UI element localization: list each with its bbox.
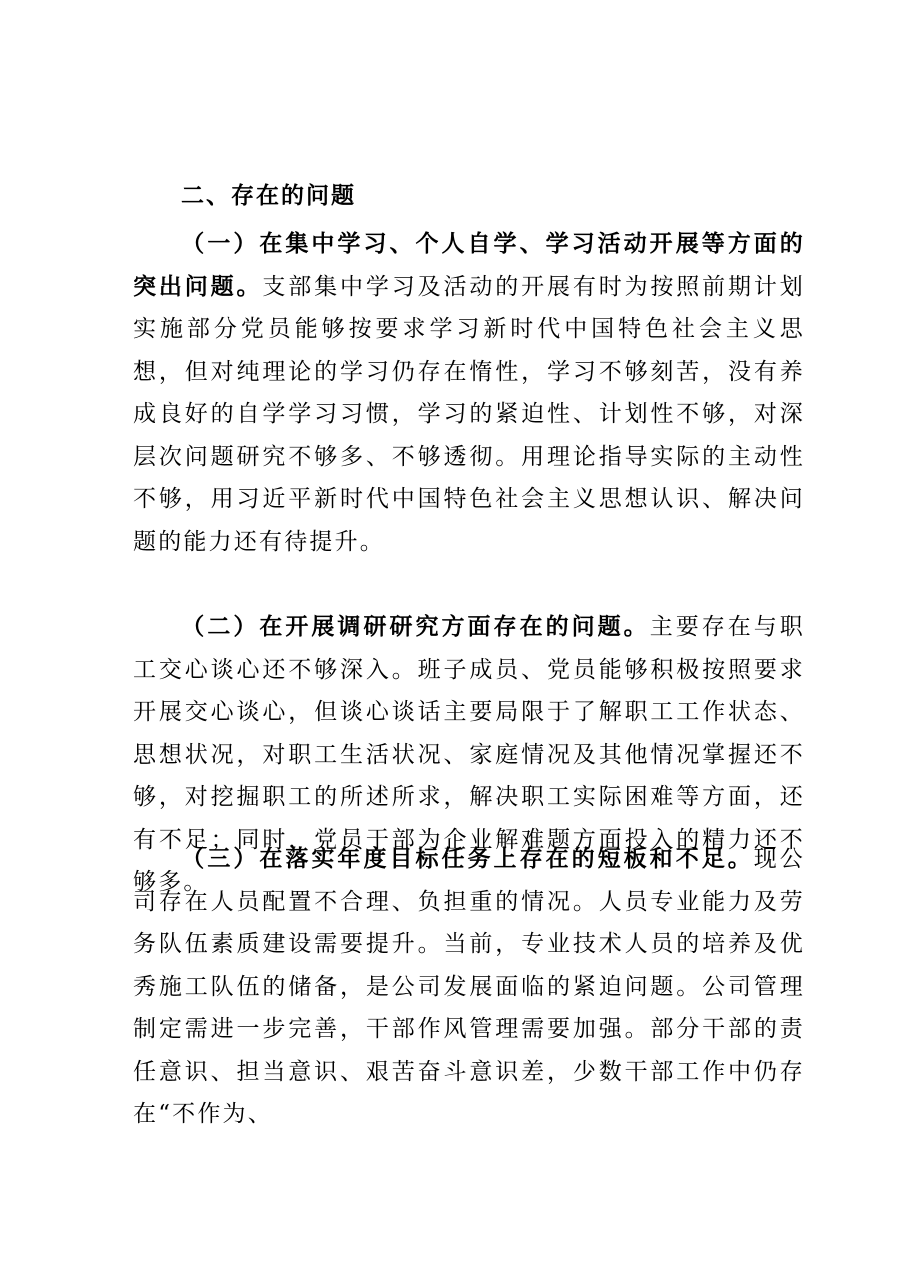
paragraph-1-lead: （一）在集中学习、个人自学、学习活动开展等方面的突出问题。 [133, 231, 805, 300]
paragraph-2-lead: （二）在开展调研研究方面存在的问题。 [181, 614, 650, 640]
paragraph-3 [133, 838, 805, 1136]
paragraph-3-lead: （三）在落实年度目标任务上存在的短板和不足。 [181, 846, 754, 872]
paragraph-1 [133, 223, 805, 563]
section-heading: 二、存在的问题 [181, 183, 356, 209]
paragraph-1-body: 支部集中学习及活动的开展有时为按照前期计划实施部分党员能够按要求学习新时代中国特色社会主义思想，但对纯理论的学习仍存在惰性，学习不够刻苦，没有养成良好的自学学习习惯，学习的紧迫性、计划性不够，对深层次问题研究不够多、不够透彻。用理论指导实际的主动性不够，用习近平新时代中国特色社会主义思想认识、解决问题的能力还有待提升。 [133, 273, 805, 555]
paragraph-2-body: 主要存在与职工交心谈心还不够深入。班子成员、党员能够积极按照要求开展交心谈心，但谈心谈话主要局限于了解职工工作状态、思想状况，对职工生活状况、家庭情况及其他情况掌握还不够，对挖掘职工的所述所求，解决职工实际困难等方面，还有不足；同时，党员干部为企业解难题方面投入的精力还不够多。 [133, 614, 805, 895]
paragraph-3-body: 现公司存在人员配置不合理、负担重的情况。人员专业能力及劳务队伍素质建设需要提升。当前，专业技术人员的培养及优秀施工队伍的储备，是公司发展面临的紧迫问题。公司管理制定需进一步完善，干部作风管理需要加强。部分干部的责任意识、担当意识、艰苦奋斗意识差，少数干部工作中仍存在“不作为、 [133, 846, 806, 1127]
